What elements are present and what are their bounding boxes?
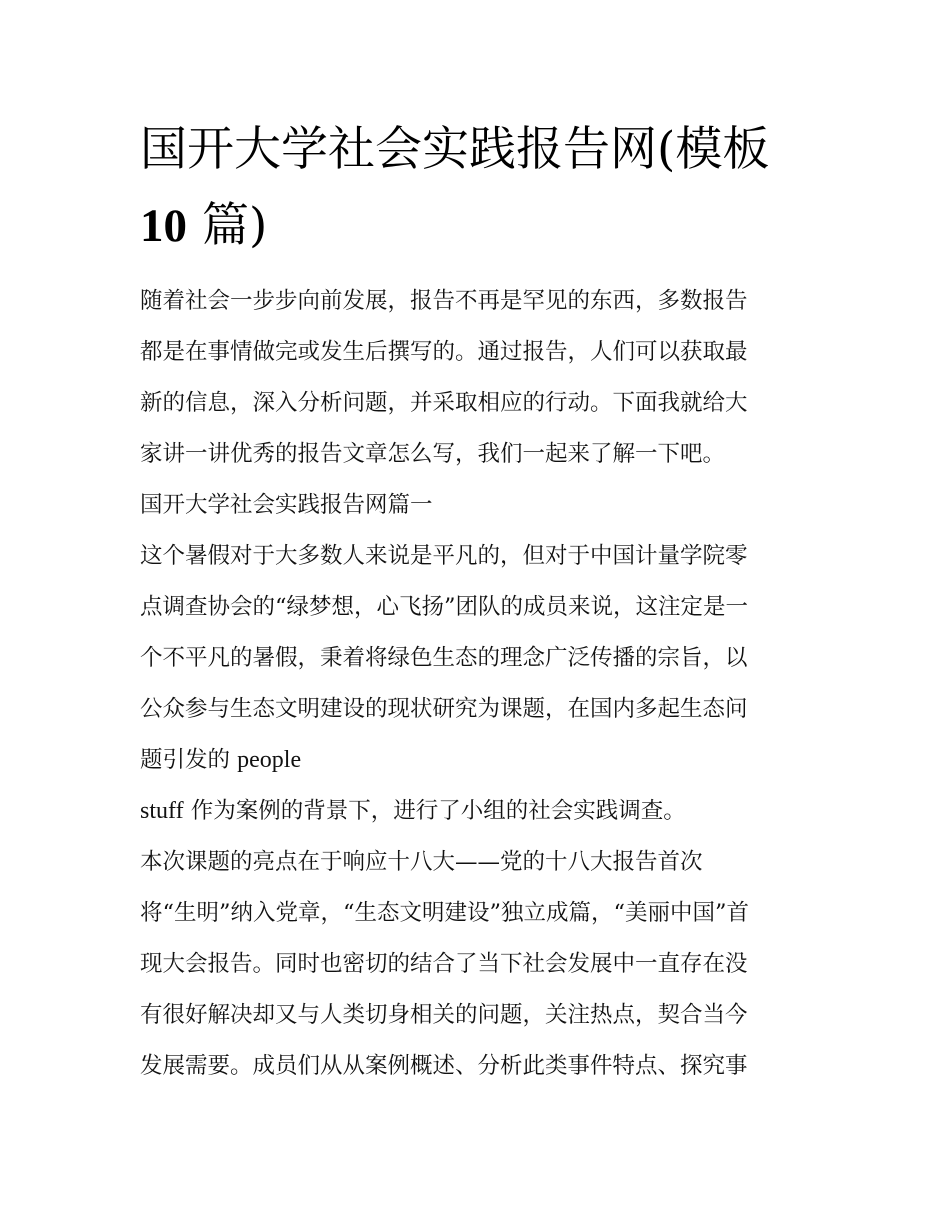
text-line: 这个暑假对于大多数人来说是平凡的，但对于中国计量学院零 [140,543,748,569]
text-fragment: 作为案例的背景下，进行了小组的社会实践调查。 [183,798,686,824]
text-line: 本次课题的亮点在于响应十八大——党的十八大报告首次 [140,849,703,875]
text-line: 家讲一讲优秀的报告文章怎么写，我们一起来了解一下吧。 [140,441,726,467]
text-line: 随着社会一步步向前发展，报告不再是罕见的东西，多数报告 [140,288,748,314]
body-paragraph-3 [140,837,812,1092]
title-line-1: 国开大学社会实践报告网(模板 [140,122,770,177]
text-line: 现大会报告。同时也密切的结合了当下社会发展中一直存在没 [140,951,748,977]
text-line [140,735,812,786]
section-heading [140,480,812,531]
text-line: 都是在事情做完或发生后撰写的。通过报告，人们可以获取最 [140,339,748,365]
text-line: 个不平凡的暑假，秉着将绿色生态的理念广泛传播的宗旨，以 [140,645,748,671]
intro-paragraph [140,276,812,480]
body-paragraph-2 [140,786,812,837]
title-suffix: 篇) [187,198,268,253]
text-line: 将“生明”纳入党章，“生态文明建设”独立成篇，“美丽中国”首 [140,900,750,926]
section-heading-text: 国开大学社会实践报告网篇一 [140,492,433,518]
text-line: 有很好解决却又与人类切身相关的问题，关注热点，契合当今 [140,1002,748,1028]
body-paragraph-1 [140,531,812,786]
text-line: 公众参与生态文明建设的现状研究为课题，在国内多起生态问 [140,696,748,722]
text-line [140,786,812,837]
text-line: 点调查协会的“绿梦想，心飞扬”团队的成员来说，这注定是一 [140,594,749,620]
title-count: 10 [140,200,187,252]
latin-fragment: stuff [140,798,184,824]
document-body [140,276,812,1092]
latin-fragment: people [237,747,302,773]
text-line: 新的信息，深入分析问题，并采取相应的行动。下面我就给大 [140,390,748,416]
text-fragment: 题引发的 [140,747,238,773]
document-title [140,112,820,264]
text-line: 发展需要。成员们从从案例概述、分析此类事件特点、探究事 [140,1053,748,1079]
title-line-2 [140,188,820,264]
